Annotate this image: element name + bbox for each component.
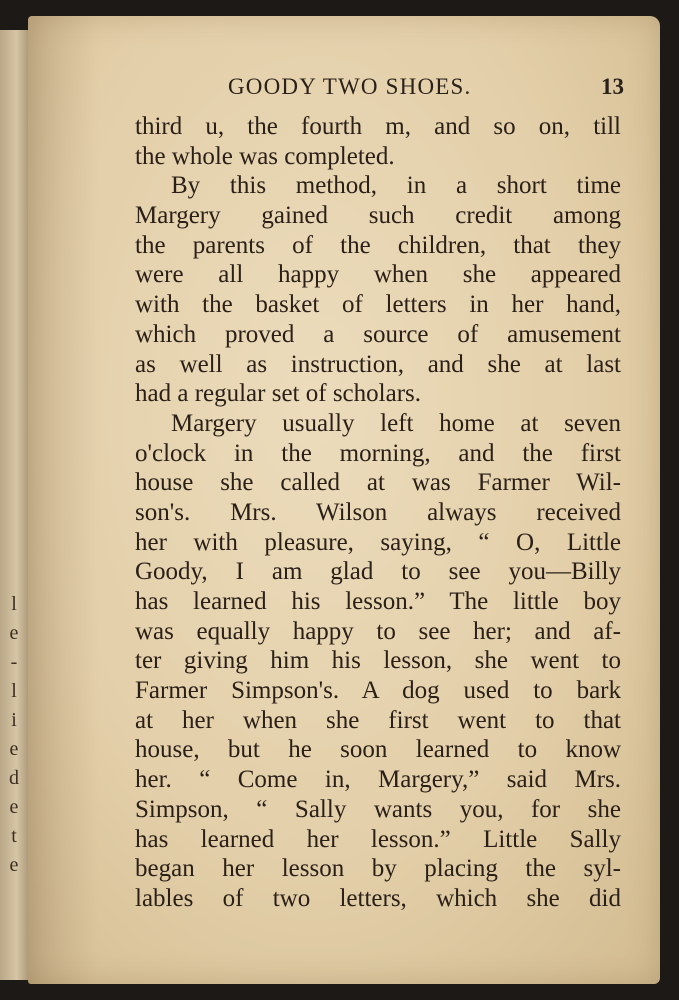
left-page-letter: l bbox=[11, 680, 17, 702]
body-text bbox=[135, 112, 621, 914]
text-line: Margery usually left home at seven bbox=[171, 409, 621, 437]
left-page-letter: d bbox=[9, 767, 19, 789]
text-line: began her lesson by placing the syl- bbox=[135, 855, 621, 883]
text-line: has learned her lesson.” Little Sally bbox=[135, 825, 621, 853]
page-header bbox=[228, 74, 624, 114]
text-line: had a regular set of scholars. bbox=[135, 380, 421, 408]
text-line: were all happy when she appeared bbox=[135, 261, 621, 289]
text-line: which proved a source of amusement bbox=[135, 320, 621, 348]
text-line: o'clock in the morning, and the first bbox=[135, 439, 621, 467]
text-line: son's. Mrs. Wilson always received bbox=[135, 498, 621, 526]
left-page-letter-column bbox=[4, 590, 24, 880]
left-page-letter: - bbox=[10, 651, 18, 673]
page-number: 13 bbox=[601, 74, 624, 99]
text-line: house, but he soon learned to know bbox=[135, 736, 621, 764]
text-line: with the basket of letters in her hand, bbox=[135, 291, 621, 319]
left-page-letter: e bbox=[9, 738, 19, 760]
text-line: house she called at was Farmer Wil- bbox=[135, 469, 621, 497]
text-line: the parents of the children, that they bbox=[135, 231, 621, 259]
left-page-letter: e bbox=[9, 622, 19, 644]
text-line: Goody, I am glad to see you—Billy bbox=[135, 558, 621, 586]
text-line: her. “ Come in, Margery,” said Mrs. bbox=[135, 766, 621, 794]
text-line: lables of two letters, which she did bbox=[135, 884, 621, 912]
text-line: was equally happy to see her; and af- bbox=[135, 617, 621, 645]
running-title: GOODY TWO SHOES. bbox=[228, 74, 472, 99]
text-line: at her when she first went to that bbox=[135, 706, 621, 734]
text-line: has learned his lesson.” The little boy bbox=[135, 588, 621, 615]
text-line: third u, the fourth m, and so on, till bbox=[135, 113, 621, 140]
text-line: Simpson, “ Sally wants you, for she bbox=[135, 795, 621, 823]
text-line: Margery gained such credit among bbox=[135, 202, 621, 230]
left-page-letter: e bbox=[9, 796, 19, 818]
text-line: the whole was completed. bbox=[135, 142, 395, 170]
left-page-letter: e bbox=[9, 854, 19, 876]
text-line: her with pleasure, saying, “ O, Little bbox=[135, 528, 621, 556]
left-page-letter: t bbox=[11, 825, 17, 847]
text-line: Farmer Simpson's. A dog used to bark bbox=[135, 677, 621, 705]
left-page-letter: l bbox=[11, 593, 17, 615]
text-line: By this method, in a short time bbox=[171, 172, 621, 200]
text-line: ter giving him his lesson, she went to bbox=[135, 647, 621, 675]
text-line: as well as instruction, and she at last bbox=[135, 350, 621, 378]
left-page-letter: i bbox=[11, 709, 17, 731]
